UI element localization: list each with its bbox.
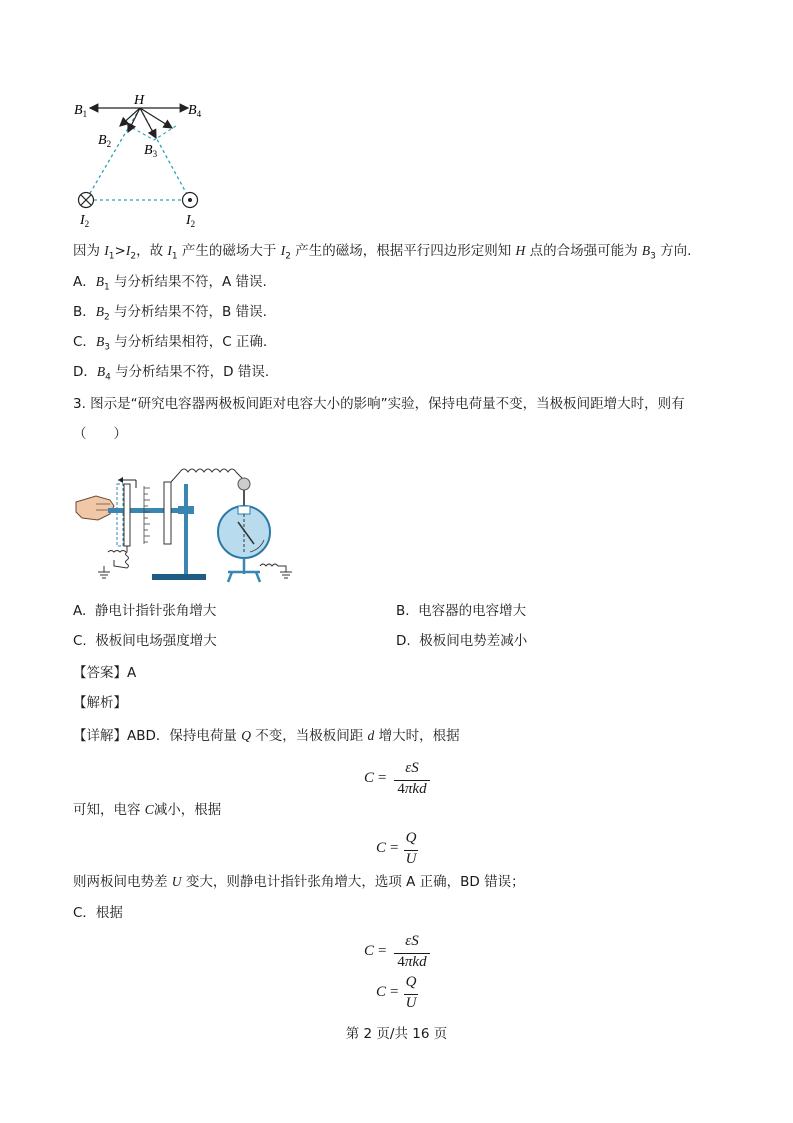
- text-segment: 因为: [73, 243, 105, 259]
- math-sub: 2: [130, 251, 137, 262]
- dashed-parallelogram-2: [154, 126, 176, 140]
- math-var: I: [167, 243, 172, 258]
- text-segment: ，故: [136, 243, 168, 259]
- left-plate-dashed: [117, 484, 123, 546]
- formula-eq: =: [390, 984, 399, 1000]
- label-i-right: $I_2$: [186, 213, 196, 229]
- option-letter: B．: [73, 304, 96, 320]
- formula-numerator: Q: [405, 974, 417, 990]
- answer-value: A: [127, 665, 137, 681]
- math-sub: 4: [105, 372, 111, 383]
- electroscope-top: [238, 506, 250, 514]
- ground-symbol-right: [280, 572, 292, 578]
- math-var: U: [171, 874, 182, 889]
- electroscope-ball: [238, 478, 250, 490]
- detail-line: [73, 726, 460, 746]
- c-line: C．根据: [73, 905, 123, 921]
- label-b2: $B_2$: [98, 133, 112, 149]
- dot-center: [188, 198, 192, 202]
- q3-option-b: [396, 601, 526, 621]
- formula-numerator: εS: [405, 760, 419, 776]
- math-sub: 1: [108, 251, 115, 262]
- vector-b2: [120, 108, 140, 126]
- text-segment: 变大，则静电计指针张角增大，选项 A 正确，BD 错误；: [181, 874, 525, 890]
- q2-option-a: [73, 272, 267, 298]
- den-pi: π: [404, 781, 413, 797]
- label-b1: $B_1$: [74, 103, 88, 119]
- electroscope-stand: [228, 558, 260, 582]
- text-segment: 产生的磁场大于: [177, 243, 281, 259]
- formula-capacitance-3: [364, 933, 434, 973]
- formula-denominator: [394, 781, 430, 798]
- text-segment: 不变，当极板间距: [250, 728, 368, 744]
- scale-ruler: [144, 486, 150, 544]
- math-var: I: [280, 243, 286, 258]
- math-var: B: [95, 274, 104, 289]
- then-line: [73, 872, 525, 892]
- stand-clamp: [178, 506, 194, 514]
- math-sub: 3: [650, 251, 656, 262]
- formula-numerator: εS: [405, 933, 419, 949]
- formula-lhs: C: [376, 984, 387, 1000]
- option-text: 极板间电势差减小: [419, 633, 528, 649]
- ground-symbol-left: [98, 566, 110, 578]
- option-text: 与分析结果不符，B 错误.: [109, 304, 267, 320]
- q3-stem-line2: （ ）: [73, 426, 127, 442]
- math-var: d: [367, 728, 375, 743]
- q3-option-d: [396, 631, 527, 651]
- label-h: H: [134, 93, 145, 108]
- formula-eq: =: [390, 840, 399, 856]
- text-segment: 产生的磁场，根据平行四边形定则知: [290, 243, 516, 259]
- label-i-left: $I_2$: [80, 213, 90, 229]
- math-var: C: [144, 802, 154, 817]
- text-segment: 【详解】ABD．保持电荷量: [73, 728, 242, 744]
- answer-label: 【答案】: [73, 665, 127, 681]
- den-kd: kd: [412, 954, 427, 970]
- known-line: [73, 800, 221, 820]
- den-num: 4: [397, 954, 405, 970]
- q3-option-c: [73, 631, 217, 651]
- option-text: 电容器的电容增大: [418, 603, 527, 619]
- math-sub: 3: [104, 342, 110, 353]
- option-letter: D.: [396, 633, 411, 649]
- right-plate: [164, 482, 171, 544]
- ground-coil-right: [260, 564, 286, 572]
- dashed-line-left: [86, 108, 140, 200]
- text-segment: 可知，电容: [73, 802, 145, 818]
- ground-wire-left: [114, 546, 129, 568]
- math-var: B: [641, 243, 651, 258]
- formula-capacitance-4: [376, 974, 422, 1014]
- option-letter: B.: [396, 603, 410, 619]
- label-b3: $B_3$: [144, 143, 158, 159]
- answer-line: [73, 663, 136, 683]
- text-segment: 方向.: [655, 243, 692, 259]
- formula-eq: =: [378, 943, 387, 959]
- math-var: I: [104, 243, 109, 258]
- den-num: 4: [397, 781, 405, 797]
- page-footer: 第 2 页/共 16 页: [345, 1026, 448, 1042]
- q2-option-c: [73, 332, 267, 358]
- stand-pole: [184, 484, 188, 576]
- math-sub: 2: [285, 251, 291, 262]
- option-letter: D．: [73, 364, 97, 380]
- math-sub: 1: [171, 251, 178, 262]
- formula-denominator: U: [405, 851, 417, 867]
- formula-denominator: U: [405, 995, 417, 1011]
- capacitor-experiment-diagram: [74, 448, 300, 592]
- text-segment: 则两板间电势差: [73, 874, 172, 890]
- analysis-label: 【解析】: [73, 695, 127, 711]
- movement-arrowhead: [118, 477, 123, 483]
- formula-capacitance-2: [376, 830, 422, 870]
- option-letter: A.: [73, 603, 87, 619]
- option-text: 与分析结果相符，C 正确.: [109, 334, 268, 350]
- formula-eq: =: [378, 770, 387, 786]
- math-var: B: [95, 304, 105, 319]
- ground-coil-left: [108, 551, 126, 553]
- text-segment: 点的合场强可能为: [525, 243, 642, 259]
- formula-capacitance-1: [364, 760, 434, 800]
- math-var: B: [95, 334, 105, 349]
- formula-lhs: C: [376, 840, 387, 856]
- formula-denominator: [394, 954, 430, 971]
- option-text: 与分析结果不符，A 错误.: [109, 274, 267, 290]
- magnetic-field-diagram: [72, 88, 212, 233]
- text-segment: 增大时，根据: [374, 728, 460, 744]
- q3-stem-line1: 3. 图示是“研究电容器两极板间距对电容大小的影响”实验，保持电荷量不变，当极板间距增大时，则有: [73, 396, 685, 412]
- math-sub: 1: [104, 282, 110, 293]
- option-text: 极板间电场强度增大: [95, 633, 217, 649]
- q3-option-a: [73, 601, 216, 621]
- connecting-wire: [171, 469, 242, 482]
- label-b4: $B_4$: [188, 103, 202, 119]
- option-letter: C.: [73, 633, 87, 649]
- formula-lhs: C: [364, 943, 375, 959]
- math-var: H: [515, 243, 526, 258]
- formula-numerator: Q: [405, 830, 417, 846]
- option-text: 静电计指针张角增大: [94, 603, 217, 619]
- math-var: I: [125, 243, 131, 258]
- reasoning-line: [73, 241, 691, 267]
- math-sub: 2: [104, 312, 110, 323]
- den-pi: π: [404, 954, 413, 970]
- stand-base: [152, 574, 206, 580]
- q2-option-b: [73, 302, 267, 328]
- option-letter: A．: [73, 274, 96, 290]
- text-segment: >: [114, 243, 126, 259]
- q2-option-d: [73, 362, 269, 388]
- option-letter: C．: [73, 334, 96, 350]
- text-segment: 减小，根据: [153, 802, 222, 818]
- formula-lhs: C: [364, 770, 375, 786]
- math-var: B: [96, 364, 106, 379]
- math-var: Q: [241, 728, 251, 743]
- option-text: 与分析结果不符，D 错误.: [110, 364, 270, 380]
- left-plate: [124, 484, 130, 546]
- den-kd: kd: [412, 781, 427, 797]
